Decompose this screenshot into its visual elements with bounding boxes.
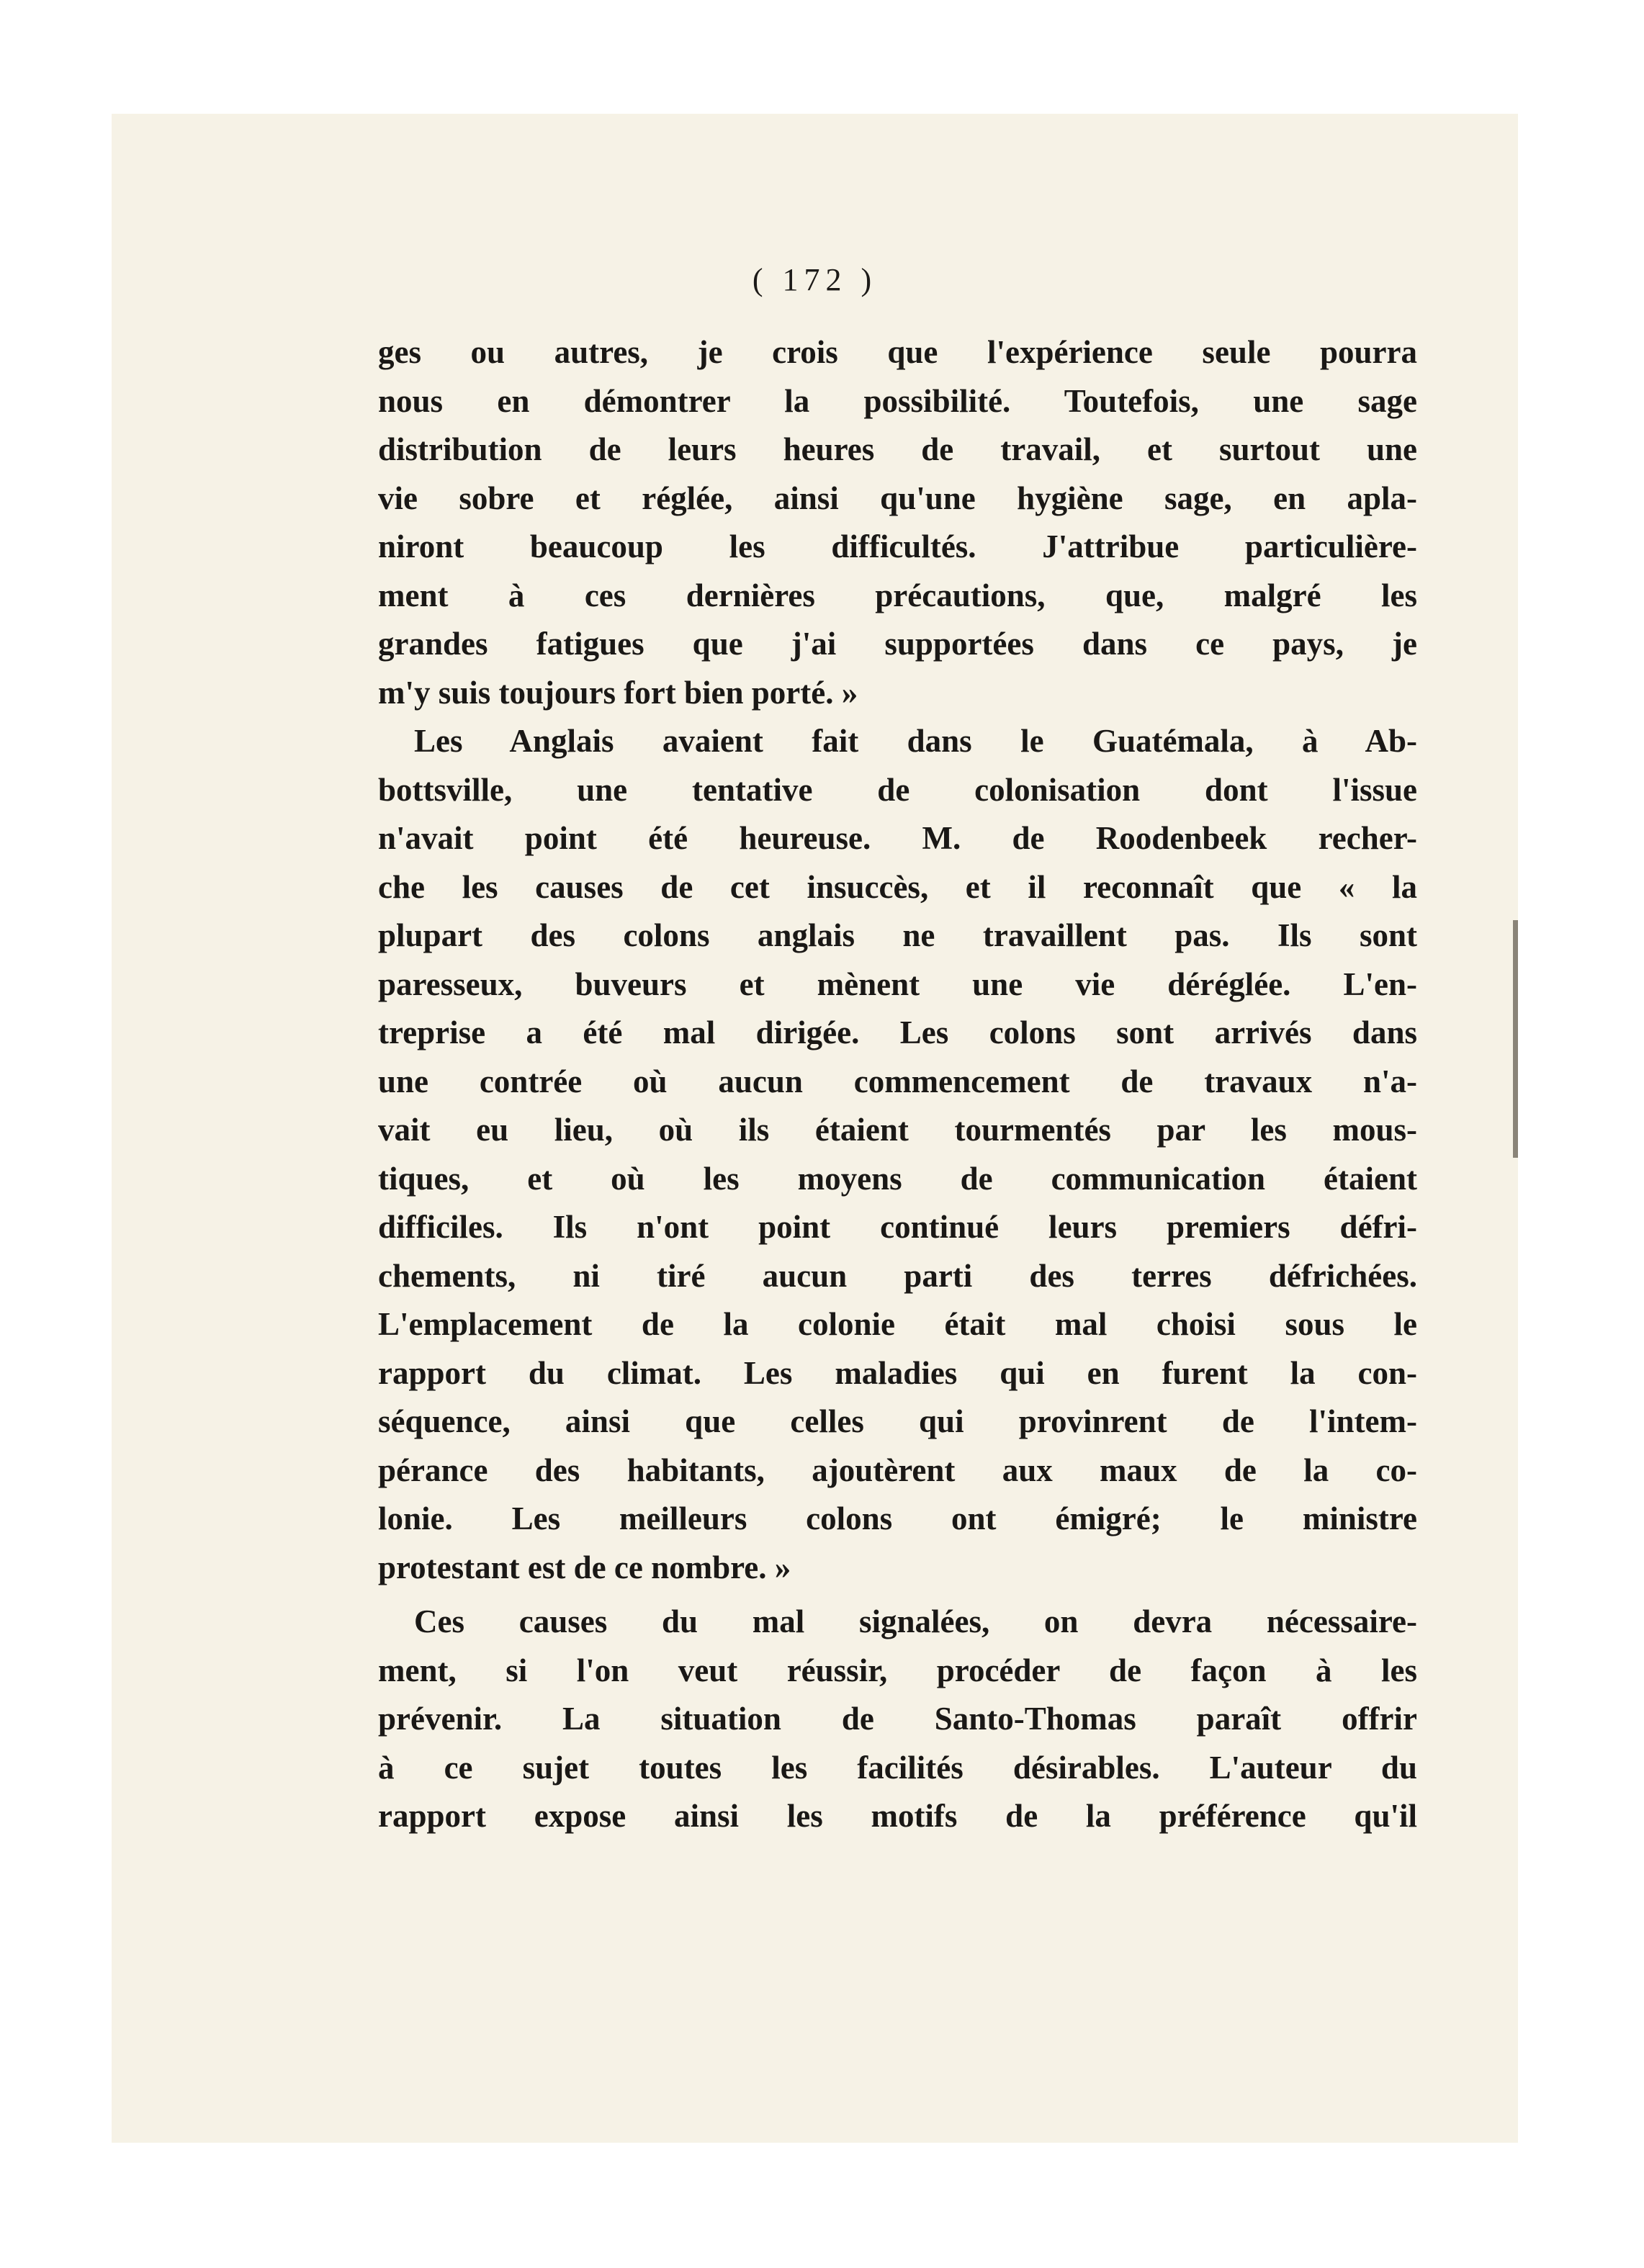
paragraph-3 — [378, 1598, 1417, 1841]
text-line: vait eu lieu, où ils étaient tourmentés par les mous- — [378, 1112, 1417, 1148]
text-line: Les Anglais avaient fait dans le Guatémala, à Ab- — [414, 723, 1417, 759]
text-line: nous en démontrer la possibilité. Toutefois, une sage — [378, 382, 1417, 419]
page-number: ( 172 ) — [752, 262, 878, 297]
text-line: rapport expose ainsi les motifs de la préférence qu'il — [378, 1798, 1417, 1834]
text-line: paresseux, buveurs et mènent une vie déréglée. L'en- — [378, 966, 1417, 1002]
text-line: n'avait point été heureuse. M. de Roodenbeek recher- — [378, 820, 1417, 856]
text-line: distribution de leurs heures de travail, et surtout une — [378, 431, 1417, 467]
text-line: séquence, ainsi que celles qui provinrent de l'intem- — [378, 1403, 1417, 1439]
text-line: che les causes de cet insuccès, et il reconnaît que « la — [378, 868, 1417, 905]
paragraph-2 — [378, 717, 1417, 1592]
text-line: lonie. Les meilleurs colons ont émigré; le ministre — [378, 1500, 1417, 1536]
text-line: Ces causes du mal signalées, on devra nécessaire- — [414, 1603, 1417, 1639]
text-line: protestant est de ce nombre. » — [378, 1549, 791, 1585]
text-line: rapport du climat. Les maladies qui en furent la con- — [378, 1354, 1417, 1391]
text-line: difficiles. Ils n'ont point continué leurs premiers défri- — [378, 1209, 1417, 1245]
paragraph-1 — [378, 328, 1417, 717]
text-line: vie sobre et réglée, ainsi qu'une hygiène sage, en apla- — [378, 480, 1417, 516]
text-line: niront beaucoup les difficultés. J'attribue particulière- — [378, 528, 1417, 564]
text-line: L'emplacement de la colonie était mal choisi sous le — [378, 1306, 1417, 1342]
text-line: bottsville, une tentative de colonisation dont l'issue — [378, 771, 1417, 808]
text-line: ges ou autres, je crois que l'expérience seule pourra — [378, 334, 1417, 370]
text-line: chements, ni tiré aucun parti des terres défrichées. — [378, 1257, 1417, 1294]
page-edge-shadow — [1513, 920, 1518, 1158]
text-line: grandes fatigues que j'ai supportées dans ce pays, je — [378, 626, 1417, 662]
text-line: prévenir. La situation de Santo-Thomas paraît offrir — [378, 1701, 1417, 1737]
text-line: tiques, et où les moyens de communication étaient — [378, 1160, 1417, 1197]
text-line: ment, si l'on veut réussir, procéder de façon à les — [378, 1652, 1417, 1688]
text-line: treprise a été mal dirigée. Les colons sont arrivés dans — [378, 1014, 1417, 1050]
text-line: plupart des colons anglais ne travaillent pas. Ils sont — [378, 917, 1417, 953]
text-line: m'y suis toujours fort bien porté. » — [378, 674, 858, 711]
text-line: à ce sujet toutes les facilités désirables. L'auteur du — [378, 1749, 1417, 1786]
scanned-page — [112, 114, 1518, 2143]
body-text — [378, 328, 1417, 1841]
text-line: pérance des habitants, ajoutèrent aux maux de la co- — [378, 1452, 1417, 1488]
paragraph-gap — [378, 1592, 1417, 1598]
text-line: une contrée où aucun commencement de travaux n'a- — [378, 1063, 1417, 1099]
text-line: ment à ces dernières précautions, que, malgré les — [378, 577, 1417, 613]
